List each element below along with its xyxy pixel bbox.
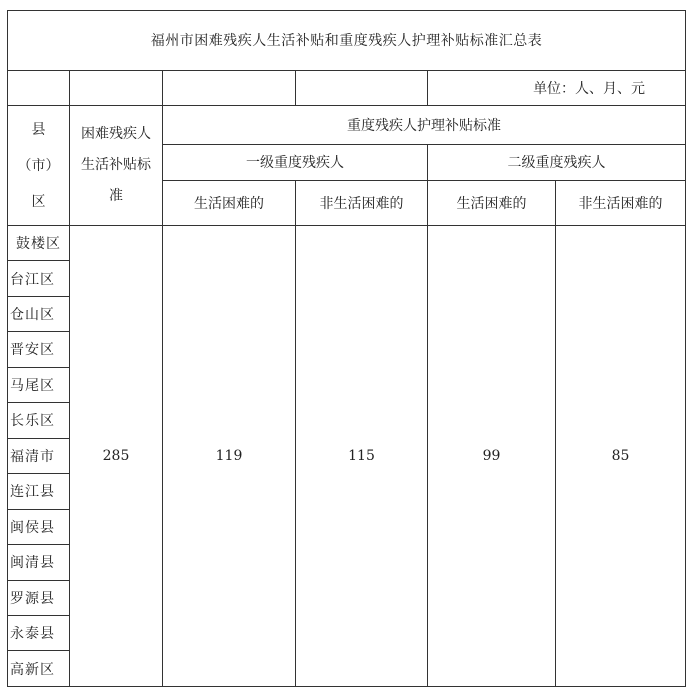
subsidy-table-sheet — [7, 10, 685, 687]
level1-header: 一级重度残疾人 — [163, 144, 428, 180]
county-header-line-1: 县 — [31, 121, 46, 138]
table-title: 福州市困难残疾人生活补贴和重度残疾人护理补贴标准汇总表 — [8, 11, 686, 71]
care-subsidy-header: 重度残疾人护理补贴标准 — [163, 106, 686, 145]
district-name: 高新区 — [8, 651, 70, 687]
district-name: 闽侯县 — [8, 509, 70, 544]
district-name: 福清市 — [8, 438, 70, 473]
blank-cell — [296, 70, 428, 105]
district-name: 马尾区 — [8, 367, 70, 402]
blank-cell — [8, 70, 70, 105]
blank-cell — [70, 70, 163, 105]
district-name: 晋安区 — [8, 332, 70, 367]
district-name: 台江区 — [8, 261, 70, 296]
district-name: 仓山区 — [8, 296, 70, 331]
level1-hardship-header: 生活困难的 — [163, 181, 296, 226]
district-name: 鼓楼区 — [8, 225, 70, 260]
level2-hardship-value: 99 — [428, 225, 556, 686]
level1-non-hardship-value: 115 — [296, 225, 428, 686]
basic-subsidy-header-line-3: 准 — [109, 188, 123, 205]
unit-label: 单位：人、月、元 — [428, 70, 686, 105]
county-header-line-2: （市） — [17, 157, 60, 174]
district-name: 长乐区 — [8, 403, 70, 438]
level2-hardship-header: 生活困难的 — [428, 181, 556, 226]
county-header — [8, 106, 70, 226]
basic-subsidy-value: 285 — [70, 225, 163, 686]
basic-subsidy-header — [70, 106, 163, 226]
basic-subsidy-header-line-1: 困难残疾人 — [81, 126, 151, 143]
blank-cell — [163, 70, 296, 105]
county-header-line-3: 区 — [31, 193, 46, 210]
district-name: 罗源县 — [8, 580, 70, 615]
level1-hardship-value: 119 — [163, 225, 296, 686]
district-name: 连江县 — [8, 474, 70, 509]
district-name: 永泰县 — [8, 615, 70, 650]
district-name: 闽清县 — [8, 545, 70, 580]
level2-non-hardship-header: 非生活困难的 — [556, 181, 686, 226]
level2-header: 二级重度残疾人 — [428, 144, 686, 180]
subsidy-summary-table — [7, 10, 686, 687]
level2-non-hardship-value: 85 — [556, 225, 686, 686]
basic-subsidy-header-line-2: 生活补贴标 — [81, 157, 151, 174]
level1-non-hardship-header: 非生活困难的 — [296, 181, 428, 226]
